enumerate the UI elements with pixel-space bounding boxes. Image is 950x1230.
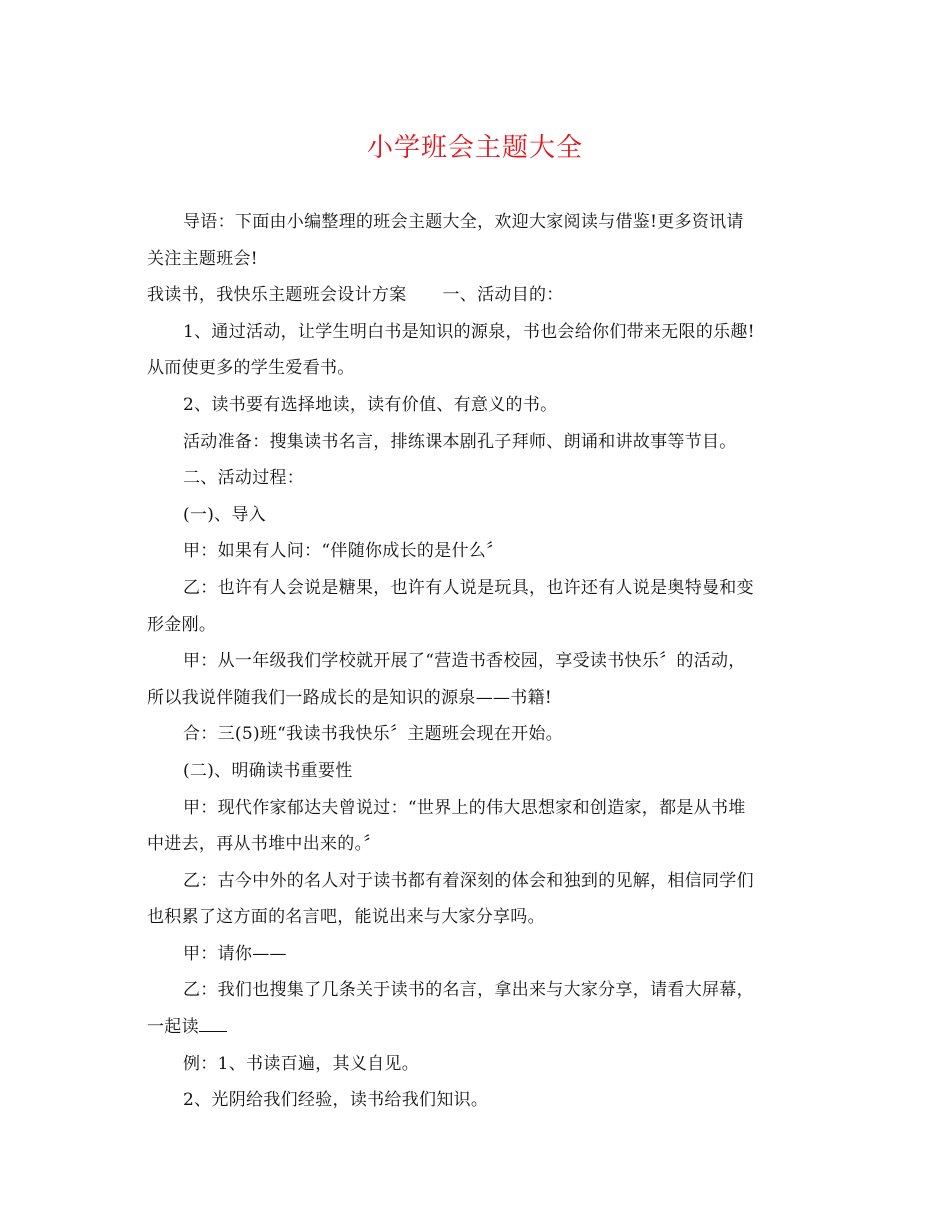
paragraph-line: 从而使更多的学生爱看书。: [147, 358, 355, 379]
example-line: 例：1、书读百遍，其义自见。: [183, 1053, 420, 1074]
paragraph-goal-2: 2、读书要有选择地读，读有价值、有意义的书。: [183, 394, 558, 415]
paragraph-line: 导语：下面由小编整理的班会主题大全，欢迎大家阅读与借鉴!更多资讯请: [183, 212, 744, 232]
paragraph-line: 关注主题班会!: [147, 248, 258, 269]
dialogue-line: 甲：如果有人问：“伴随你成长的是什么〞: [183, 541, 504, 562]
dialogue-line: [147, 790, 807, 863]
section-heading: 一、活动目的：: [442, 285, 564, 306]
subsection-importance: (二)、明确读书重要性: [183, 760, 353, 781]
paragraph-line: [147, 1009, 807, 1046]
paragraph-line: 甲：现代作家郁达夫曾说过：“世界上的伟大思想家和创造家，都是从书堆: [183, 797, 746, 818]
section-heading-process: 二、活动过程：: [183, 468, 305, 489]
paragraph-line: 形金刚。: [147, 614, 217, 635]
paragraph-line: 1、通过活动，让学生明白书是知识的源泉，书也会给你们带来无限的乐趣!: [183, 321, 755, 342]
paragraph-line: 所以我说伴随我们一路成长的是知识的源泉——书籍!: [147, 687, 553, 708]
paragraph-line: 甲：从一年级我们学校就开展了“营造书香校园，享受读书快乐〞的活动，: [183, 651, 746, 672]
paragraph-intro: [147, 204, 807, 277]
dialogue-line: [147, 570, 807, 643]
dialogue-line: 合：三(5)班“我读书我快乐〞主题班会现在开始。: [183, 724, 563, 745]
paragraph-text: 一起读: [147, 1017, 199, 1038]
paragraph-line: 也积累了这方面的名言吧，能说出来与大家分享吗。: [147, 907, 545, 928]
fill-in-blank: [199, 1016, 227, 1032]
subsection-intro: (一)、导入: [183, 504, 267, 525]
paragraph-line: 中进去，再从书堆中出来的。〞: [147, 834, 381, 855]
paragraph-line: 乙：也许有人会说是糖果，也许有人说是玩具，也许还有人说是奥特曼和变: [183, 577, 754, 598]
paragraph-goal-1: [147, 314, 807, 387]
dialogue-line: [147, 643, 807, 716]
paragraph-line: 乙：我们也搜集了几条关于读书的名言，拿出来与大家分享，请看大屏幕，: [183, 980, 754, 1001]
paragraph-line: 乙：古今中外的名人对于读书都有着深刻的体会和独到的见解，相信同学们: [183, 870, 754, 891]
document-body: [147, 204, 807, 1119]
example-line: 2、光阴给我们经验，读书给我们知识。: [183, 1090, 489, 1111]
dialogue-line: [147, 972, 807, 1045]
dialogue-line: 甲：请你——: [183, 943, 287, 964]
paragraph-preparation: 活动准备：搜集读书名言，排练课本剧孔子拜师、朗诵和讲故事等节目。: [183, 431, 737, 452]
dialogue-line: [147, 863, 807, 936]
document-title: 小学班会主题大全: [366, 133, 583, 163]
paragraph-plan-heading: [147, 277, 807, 314]
plan-title: 我读书，我快乐主题班会设计方案: [147, 285, 407, 306]
